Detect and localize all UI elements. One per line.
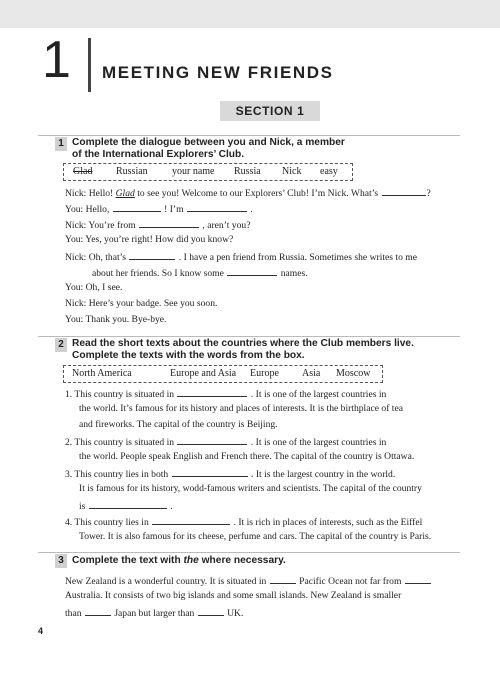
answer-blank[interactable] <box>382 186 426 196</box>
answer-blank[interactable] <box>113 202 161 212</box>
text-line: is . <box>79 501 173 512</box>
exercise-instruction: of the International Explorers’ Club. <box>72 149 245 160</box>
text-line: the world. It’s famous for its history and places of interests. It is the birthplace of tea <box>79 403 403 414</box>
answer-blank[interactable] <box>152 515 230 525</box>
unit-title: MEETING NEW FRIENDS <box>102 63 334 82</box>
word-box-item: Nick <box>282 166 302 177</box>
word-box <box>63 163 353 181</box>
header-band <box>0 0 500 28</box>
exercise-instruction: Complete the dialogue between you and Nick, a member <box>72 137 345 148</box>
dialogue-line: Nick: Hello! Glad to see you! Welcome to our Explorers’ Club! I’m Nick. What’s ? <box>65 188 431 199</box>
exercise-divider <box>38 135 460 136</box>
text-line: 1. This country is situated in . It is one of the largest countries in <box>65 389 387 400</box>
exercise-number: 3 <box>55 554 67 568</box>
text-line: New Zealand is a wonderful country. It is situated in Pacific Ocean not far from <box>65 574 432 588</box>
answer-blank[interactable] <box>89 499 167 509</box>
page-number: 4 <box>38 626 44 636</box>
text-line: Australia. It consists of two big islands and some small islands. New Zealand is smaller <box>65 590 402 601</box>
text-line: and fireworks. The capital of the country is Beijing. <box>79 419 278 430</box>
dialogue-line: Nick: You’re from , aren’t you? <box>65 220 251 231</box>
text-line: the world. People speak English and French there. The capital of the country is Ottawa. <box>79 451 415 462</box>
unit-divider <box>88 38 91 92</box>
text-line: 4. This country lies in . It is rich in places of interests, such as the Eiffel <box>65 517 423 528</box>
section-badge: SECTION 1 <box>220 101 320 121</box>
dialogue-line: You: Yes, you’re right! How did you know? <box>65 234 234 245</box>
answer-blank[interactable] <box>85 606 111 616</box>
dialogue-line: Nick: Here’s your badge. See you soon. <box>65 298 218 309</box>
word-box-item: Europe and Asia <box>170 368 237 379</box>
answer-blank[interactable] <box>198 606 224 616</box>
example-answer: Glad <box>115 188 135 199</box>
exercise-number: 1 <box>55 137 67 151</box>
dialogue-line: Nick: Oh, that’s . I have a pen friend from Russia. Sometimes she writes to me <box>65 252 418 263</box>
answer-blank[interactable] <box>405 574 431 584</box>
unit-number: 1 <box>42 31 71 89</box>
word-box-item: North America <box>72 368 132 379</box>
text-line: 3. This country lies in both . It is the largest country in the world. <box>65 469 396 480</box>
answer-blank[interactable] <box>177 435 247 445</box>
exercise-divider <box>38 552 460 553</box>
word-box <box>63 365 383 383</box>
text-line: Tower. It is also famous for its cheese, perfume and cars. The capital of the country is Paris. <box>79 531 432 542</box>
exercise-instruction: Complete the texts with the words from the box. <box>72 350 305 361</box>
word-box-item: Europe <box>250 368 279 379</box>
exercise-instruction: Read the short texts about the countries where the Club members live. <box>72 338 414 349</box>
answer-blank[interactable] <box>177 387 247 397</box>
dialogue-line: You: Hello, ! I’m . <box>65 204 253 215</box>
exercise-divider <box>38 336 460 337</box>
word-box-item: Glad <box>73 166 93 177</box>
answer-blank[interactable] <box>187 202 247 212</box>
word-box-item: Russia <box>234 166 261 177</box>
answer-blank[interactable] <box>227 266 277 276</box>
word-box-item: Russian <box>116 166 148 177</box>
dialogue-line: You: Thank you. Bye-bye. <box>65 314 167 325</box>
exercise-instruction: Complete the text with the where necessary. <box>72 555 286 566</box>
dialogue-line: You: Oh, I see. <box>65 282 123 293</box>
answer-blank[interactable] <box>139 218 199 228</box>
text-line: than Japan but larger than UK. <box>65 608 244 619</box>
word-box-item: easy <box>320 166 338 177</box>
text-line: 2. This country is situated in . It is one of the largest countries in <box>65 437 387 448</box>
exercise-number: 2 <box>55 338 67 352</box>
word-box-item: Moscow <box>336 368 371 379</box>
dialogue-line: about her friends. So I know some names. <box>92 268 308 279</box>
answer-blank[interactable] <box>129 250 175 260</box>
text-line: It is famous for its history, wodd-famous writers and scientists. The capital of the country <box>79 483 422 494</box>
answer-blank[interactable] <box>172 467 248 477</box>
word-box-item: Asia <box>302 368 321 379</box>
word-box-item: your name <box>172 166 215 177</box>
answer-blank[interactable] <box>270 574 296 584</box>
